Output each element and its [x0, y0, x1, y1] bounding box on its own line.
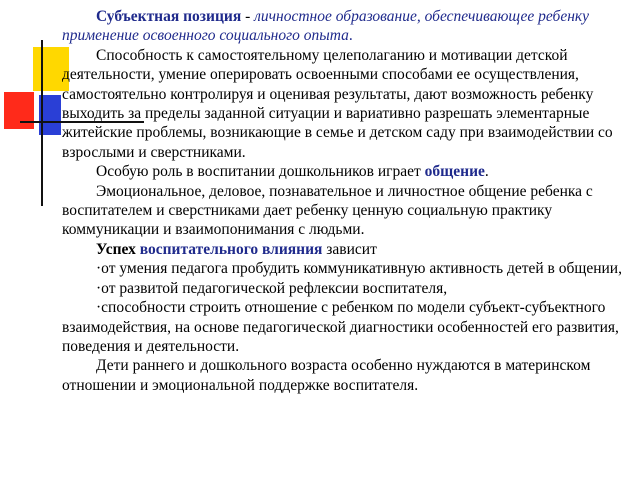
bullet-marker: · [96, 260, 102, 278]
term-communication: общение [424, 163, 485, 181]
list-item [62, 259, 626, 278]
definition-text: личностное образование, обеспечивающее ребенку применение освоенного социального опыта [62, 8, 590, 45]
list-item [62, 279, 626, 298]
bullet-text: от умения педагога пробудить коммуникативную активность детей в общении, [101, 260, 622, 278]
success-rest: зависит [322, 240, 377, 258]
decor-vertical-line [41, 40, 43, 206]
list-item [62, 298, 626, 356]
bullet-text: способности строить отношение с ребенком по модели субъект-субъектного взаимодействия, на основе педагогической диагностики особенностей его развития, поведения и деятельности. [62, 299, 619, 355]
role-paragraph [62, 162, 626, 181]
bullet-marker: · [96, 279, 102, 297]
bullet-text: от развитой педагогической рефлексии воспитателя, [101, 279, 448, 297]
definition-paragraph [62, 7, 626, 46]
definition-end: . [348, 27, 353, 45]
term-subject-position: Субъектная позиция [96, 8, 242, 25]
term-educational-influence: воспитательного влияния [139, 240, 323, 258]
decor-red-square [4, 92, 34, 129]
role-text: Особую роль в воспитании дошкольников играет [96, 163, 425, 181]
slide-text-body [62, 7, 626, 395]
conclusion-paragraph: Дети раннего и дошкольного возраста особенно нуждаются в материнском отношении и эмоциональной поддержке воспитателя. [62, 357, 591, 394]
communication-paragraph: Эмоциональное, деловое, познавательное и личностное общение ребенка с воспитателем и сверстниками дает ребенку ценную социальную практику коммуникации и взаимопонимания с людьми. [62, 182, 593, 239]
role-end: . [484, 163, 489, 181]
definition-dash: - [241, 8, 255, 25]
success-paragraph [62, 240, 626, 259]
term-success: Успех [96, 240, 136, 258]
bullet-marker: · [96, 299, 102, 317]
abilities-paragraph: Способность к самостоятельному целеполаганию и мотивации детской деятельности, умение оперировать освоенными способами ее осуществления, самостоятельно контролируя и оценивая результаты, дают возможность ребенку выходить за пределы заданной ситуации и вариативно разрешать элементарные житейские проблемы, возникающие в семье и детском саду при взаимодействии со взрослыми и сверстниками. [62, 46, 613, 161]
